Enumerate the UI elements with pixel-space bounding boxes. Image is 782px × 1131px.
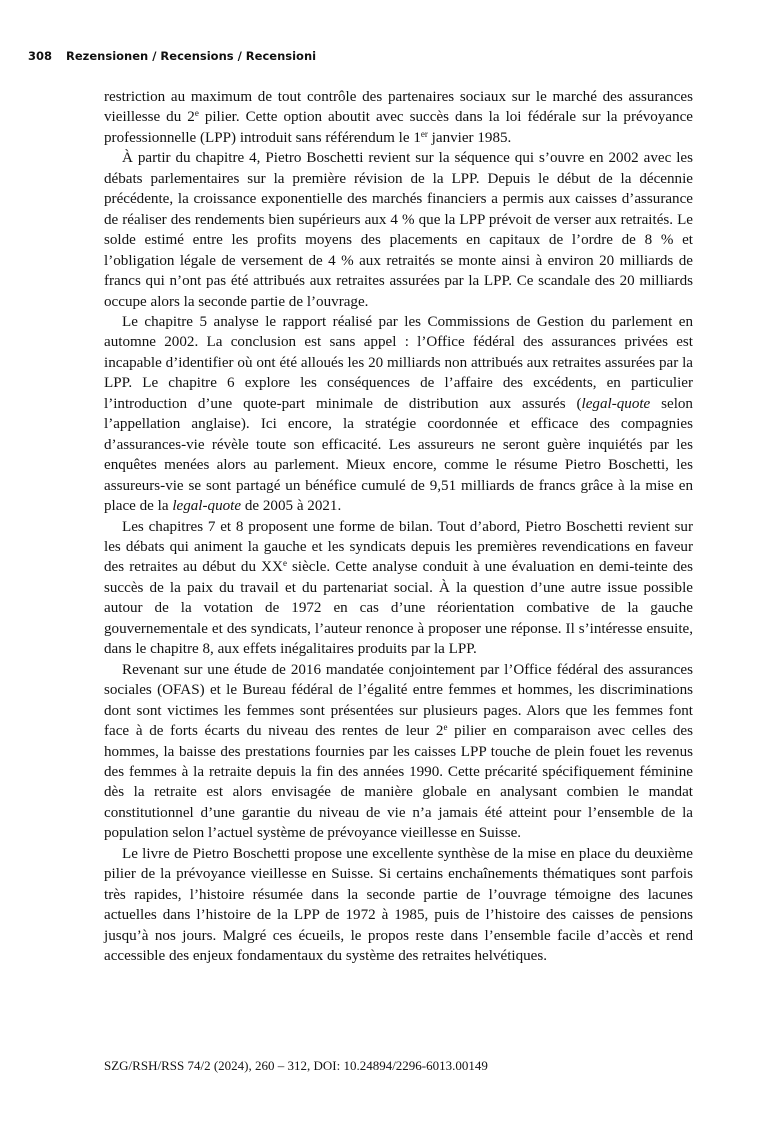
text-run: de 2005 à 2021. <box>241 498 342 515</box>
text-run: Les chapitres 7 et 8 proposent une forme de bilan. Tout d’abord, Pietro Boschetti revient sur les débats qui animent la gauche et les syndicats depuis les premières revendications en faveur des retraites au début du XX <box>104 518 693 576</box>
paragraph-1 <box>104 87 693 148</box>
paragraph-5 <box>104 660 693 844</box>
superscript: e <box>443 722 448 733</box>
paragraph-2: À partir du chapitre 4, Pietro Boschetti revient sur la séquence qui s’ouvre en 2002 avec les débats parlementaires sur la première révision de la LPP. Depuis le début de la décennie précédente, la croissance exponentielle des marchés financiers a permis aux caisses d’assurance de réaliser des rendements bien supérieurs aux 4 % que la LPP prévoit de verser aux retraités. Le solde estimé entre les profits moyens des placements en capitaux de l’ordre de 8 % et l’obligation légale de versement de 4 % aux retraités se monte ainsi à environ 20 milliards de francs qui n’ont pas été attribués aux retraites assurées par la LPP. Ce scandale des 20 milliards occupe alors la seconde partie de l’ouvrage. <box>104 150 693 310</box>
paragraph-3 <box>104 312 693 517</box>
text-run: siècle. Cette analyse conduit à une évaluation en demi-teinte des succès de la paix du travail et du partenariat social. À la question d’une autre issue possible autour de la votation de 1972 en cas d’une réorientation combative de la gauche gouvernementale et des syndicats, l’auteur renonce à proposer une réponse. Il s’intéresse ensuite, dans le chapitre 8, aux effets inégalitaires produits par la LPP. <box>104 559 693 658</box>
superscript: er <box>420 128 428 139</box>
text-run: janvier 1985. <box>427 129 512 146</box>
text-run: Revenant sur une étude de 2016 mandatée conjointement par l’Office fédéral des assurances sociales (OFAS) et le Bureau fédéral de l’égalité entre femmes et hommes, les discriminations dont sont victimes les femmes sont présentées sur plusieurs pages. Alors que les femmes font face à de forts écarts du niveau des rentes de leur 2 <box>104 661 693 740</box>
text-run: selon l’appellation anglaise). Ici encore, la stratégie coordonnée et efficace des compagnies d’assurances-vie révèle toute son efficacité. Les assureurs ne seront guère inquiétés par les enquêtes menées alors au parlement. Mieux encore, comme le résume Pietro Boschetti, les assureurs-vie se sont partagé un bénéfice cumulé de 9,51 milliards de francs grâce à la mise en place de la <box>104 395 693 515</box>
italic-term: legal-quote <box>581 395 651 412</box>
text-run: restriction au maximum de tout contrôle des partenaires sociaux sur le marché des assurances vieillesse du 2 <box>104 89 693 126</box>
superscript: e <box>194 108 199 119</box>
text-run: pilier en comparaison avec celles des hommes, la baisse des prestations fournies par les caisses LPP touche de plein fouet les revenus des femmes à la retraite depuis la fin des années 1990. Cette précarité spécifiquement féminine dès la retraite est alors envisagée de manière globale en analysant combien le mandat constitutionnel d’une garantie du niveau de vie n’a jamais été atteint pour l’ensemble de la population selon l’actuel système de prévoyance vieillesse en Suisse. <box>104 723 694 842</box>
text-run: pilier. Cette option aboutit avec succès dans la loi fédérale sur la prévoyance professionnelle (LPP) introduit sans référendum le 1 <box>104 109 693 146</box>
paragraph-6: Le livre de Pietro Boschetti propose une excellente synthèse de la mise en place du deuxième pilier de la prévoyance vieillesse en Suisse. Si certains enchaînements thématiques sont parfois très rapides, l’histoire résumée dans la seconde partie de l’ouvrage témoigne des lacunes actuelles dans l’histoire de la LPP de 1972 à 1985, puis de l’histoire des caisses de pensions jusqu’à nos jours. Malgré ces écueils, le propos reste dans l’ensemble facile d’accès et rend accessible des enjeux fondamentaux du système des retraites helvétiques. <box>104 845 693 965</box>
citation-footer: SZG/RSH/RSS 74/2 (2024), 260 – 312, DOI: 10.24894/2296-6013.00149 <box>104 1058 488 1073</box>
running-title: Rezensionen / Recensions / Recensioni <box>66 49 317 63</box>
running-header <box>28 49 316 63</box>
text-run: Le chapitre 5 analyse le rapport réalisé par les Commissions de Gestion du parlement en automne 2002. La conclusion est sans appel : l’Office fédéral des assurances privées est incapable d’identifier où ont été alloués les 20 milliards non attribués aux retraites assurées par la LPP. Le chapitre 6 explore les conséquences de l’affaire des excédents, en particulier l’introduction d’une quote-part minimale de distribution aux assurés ( <box>104 313 693 412</box>
italic-term: legal-quote <box>172 498 242 515</box>
superscript: e <box>282 558 287 569</box>
paragraph-4 <box>104 517 693 660</box>
review-body <box>104 87 693 966</box>
page-number: 308 <box>28 49 53 63</box>
